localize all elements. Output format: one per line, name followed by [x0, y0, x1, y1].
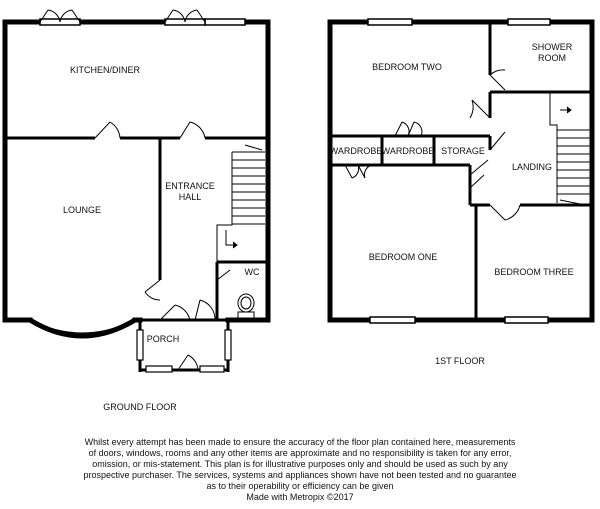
disclaimer-line: as to their operability or efficiency can be given — [206, 481, 394, 491]
porch-walls — [137, 320, 231, 372]
porch-label: PORCH — [146, 334, 180, 344]
disclaimer-line: Whilst every attempt has been made to ensure the accuracy of the floor plan contained here, measurements — [84, 437, 516, 447]
wc-label: WC — [244, 267, 260, 277]
entrance-hall-label-1: ENTRANCE — [165, 181, 215, 191]
bedroom-three-label: BEDROOM THREE — [494, 267, 574, 277]
bay-window — [30, 320, 135, 336]
ground-stairs — [217, 145, 265, 262]
bedroom-one-label: BEDROOM ONE — [368, 252, 438, 262]
credit-line: Made with Metropix ©2017 — [246, 492, 354, 502]
wardrobe-label-2: WARDROBE — [381, 146, 435, 156]
landing-label: LANDING — [511, 162, 553, 172]
disclaimer-line: of doors, windows, rooms and any other items are approximate and no responsibility is taken for any error, — [88, 448, 512, 458]
toilet-icon — [238, 294, 254, 318]
shower-room-label-1: SHOWER — [531, 42, 573, 52]
disclaimer-line: prospective purchaser. The services, systems and appliances shown have not been tested and no guarantee — [83, 470, 517, 480]
ground-doors — [95, 122, 230, 320]
entrance-hall-label-2: HALL — [178, 192, 202, 202]
disclaimer — [80, 437, 520, 503]
first-floor-label: 1ST FLOOR — [435, 356, 485, 366]
first-floor-plan — [330, 19, 592, 323]
ground-internal-walls — [5, 138, 268, 320]
shower-room-label-2: ROOM — [538, 53, 566, 63]
ground-floor-label: GROUND FLOOR — [103, 402, 177, 412]
kitchen-diner-label: KITCHEN/DINER — [69, 65, 141, 75]
first-stairs — [550, 92, 590, 204]
storage-label: STORAGE — [441, 146, 485, 156]
wardrobe-label-1: WARDROBE — [329, 146, 383, 156]
disclaimer-line: omission, or mis-statement. This plan is for illustrative purposes only and should be used as such by any — [92, 459, 508, 469]
lounge-label: LOUNGE — [62, 205, 102, 215]
bedroom-two-label: BEDROOM TWO — [372, 62, 442, 72]
